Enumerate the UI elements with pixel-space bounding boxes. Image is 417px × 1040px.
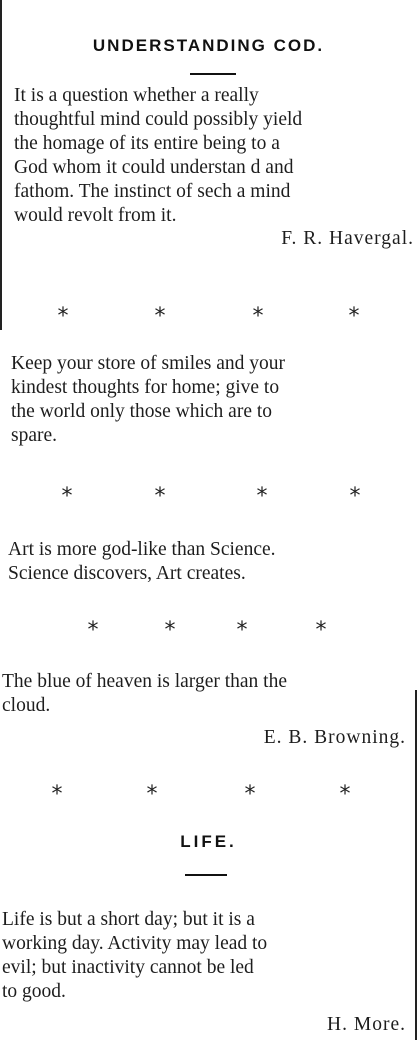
quote-line: would revolt from it. bbox=[14, 205, 177, 226]
quote-line: It is a question whether a really bbox=[14, 85, 259, 106]
quote-line: thoughtful mind could possibly yield bbox=[14, 109, 303, 130]
quote-line: working day. Activity may lead to bbox=[2, 933, 268, 954]
art-science-quote bbox=[8, 538, 414, 586]
asterisk-icon: * bbox=[348, 304, 360, 329]
life-heading: LIFE. bbox=[180, 832, 237, 851]
quote-line: the world only those which are to bbox=[11, 401, 273, 422]
asterisk-icon: * bbox=[154, 484, 166, 509]
quote-line: the homage of its entire being to a bbox=[14, 133, 280, 154]
quote-line: to good. bbox=[2, 981, 66, 1002]
quote-line: Life is but a short day; but it is a bbox=[2, 909, 255, 930]
quote-line: spare. bbox=[11, 425, 58, 446]
asterisk-icon: * bbox=[236, 618, 248, 643]
quote-line: Keep your store of smiles and your bbox=[11, 353, 286, 374]
asterisk-icon: * bbox=[252, 304, 264, 329]
more-quote bbox=[2, 908, 405, 1004]
asterisk-icon: * bbox=[87, 618, 99, 643]
asterisk-icon: * bbox=[61, 484, 73, 509]
asterisk-icon: * bbox=[339, 782, 351, 807]
havergal-quote bbox=[14, 84, 414, 228]
smiles-quote bbox=[11, 352, 414, 448]
asterisk-icon: * bbox=[146, 782, 158, 807]
asterisk-icon: * bbox=[154, 304, 166, 329]
asterism-divider bbox=[0, 304, 417, 330]
quote-line: Art is more god-like than Science. bbox=[8, 539, 276, 560]
quote-line: Science discovers, Art creates. bbox=[8, 563, 246, 584]
attribution-more: H. More. bbox=[327, 1014, 406, 1035]
heading-underline bbox=[190, 73, 236, 75]
quote-line: God whom it could understan d and bbox=[14, 157, 294, 178]
quote-line: The blue of heaven is larger than the bbox=[2, 671, 287, 692]
asterisk-icon: * bbox=[164, 618, 176, 643]
quote-line: evil; but inactivity cannot be led bbox=[2, 957, 254, 978]
asterisk-icon: * bbox=[315, 618, 327, 643]
quote-line: kindest thoughts for home; give to bbox=[11, 377, 280, 398]
asterisk-icon: * bbox=[256, 484, 268, 509]
attribution-browning: E. B. Browning. bbox=[263, 727, 406, 748]
quote-line: fathom. The instinct of sech a mind bbox=[14, 181, 291, 202]
browning-quote bbox=[2, 670, 412, 718]
asterism-divider bbox=[0, 618, 417, 644]
asterisk-icon: * bbox=[349, 484, 361, 509]
understanding-god-heading: UNDERSTANDING COD. bbox=[92, 36, 325, 55]
asterism-divider bbox=[0, 484, 417, 510]
asterisk-icon: * bbox=[244, 782, 256, 807]
asterism-divider bbox=[0, 782, 417, 808]
attribution-havergal: F. R. Havergal. bbox=[281, 228, 414, 249]
heading-underline bbox=[185, 874, 227, 876]
asterisk-icon: * bbox=[51, 782, 63, 807]
asterisk-icon: * bbox=[57, 304, 69, 329]
quote-line: cloud. bbox=[2, 695, 51, 716]
